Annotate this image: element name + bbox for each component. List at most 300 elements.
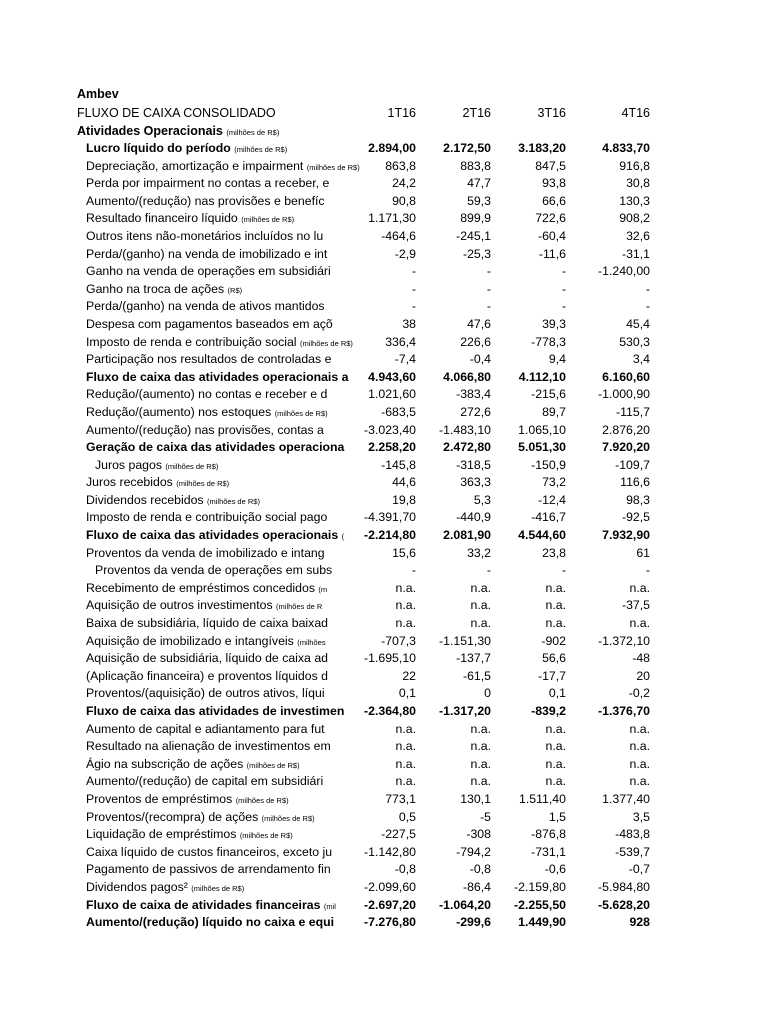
cell-value: -5 bbox=[480, 809, 491, 824]
cell-value: 226,6 bbox=[460, 334, 491, 349]
row-label bbox=[86, 404, 340, 423]
cell-value: 44,6 bbox=[392, 475, 416, 490]
cell-value: -92,5 bbox=[621, 510, 650, 525]
cell-value: 1,5 bbox=[548, 809, 566, 824]
row-label bbox=[86, 246, 340, 265]
cell-value: n.a. bbox=[545, 774, 566, 789]
cell-value: -2.697,20 bbox=[364, 897, 416, 912]
cell-value: - bbox=[645, 563, 650, 578]
table-row bbox=[0, 246, 768, 264]
cell-value: n.a. bbox=[545, 616, 566, 631]
cell-value: -86,4 bbox=[462, 879, 491, 894]
cell-value: -37,5 bbox=[621, 598, 650, 613]
cell-value: -308 bbox=[466, 827, 491, 842]
cell-value: -731,1 bbox=[531, 844, 566, 859]
row-label-text: Fluxo de caixa das atividades operacionais a bbox=[86, 369, 349, 384]
cell-value: -440,9 bbox=[456, 510, 491, 525]
cell-value: 59,3 bbox=[467, 193, 491, 208]
cell-value: - bbox=[486, 281, 491, 296]
cell-value: n.a. bbox=[629, 580, 650, 595]
cell-value: n.a. bbox=[545, 598, 566, 613]
cell-value: 20 bbox=[636, 668, 650, 683]
cell-value: n.a. bbox=[545, 739, 566, 754]
cell-value: n.a. bbox=[470, 739, 491, 754]
table-row bbox=[0, 545, 768, 563]
cell-value: - bbox=[561, 281, 566, 296]
cell-value: 30,8 bbox=[626, 176, 650, 191]
cell-value: 1.511,40 bbox=[519, 791, 566, 806]
row-label bbox=[86, 527, 345, 546]
row-label-text: Resultado financeiro líquido bbox=[86, 211, 238, 226]
row-label-text: Proventos/(recompra) de ações bbox=[86, 809, 259, 824]
cell-value: - bbox=[486, 299, 491, 314]
period-header: 4T16 bbox=[621, 106, 650, 120]
row-label-text: Perda por impairment no contas a receber, e bbox=[86, 176, 330, 191]
cell-value: 272,6 bbox=[460, 404, 491, 419]
cell-value: 908,2 bbox=[619, 211, 650, 226]
cell-value: -60,4 bbox=[537, 228, 566, 243]
cell-value: - bbox=[561, 299, 566, 314]
row-label bbox=[95, 457, 340, 476]
row-label-text: Aquisição de subsidiária, líquido de caixa ad bbox=[86, 651, 328, 666]
cell-value: n.a. bbox=[395, 739, 416, 754]
table-row bbox=[0, 457, 768, 475]
table-row bbox=[0, 738, 768, 756]
table-row bbox=[0, 158, 768, 176]
row-label-text: Perda/(ganho) na venda de imobilizado e int bbox=[86, 246, 328, 261]
row-label-text: Liquidação de empréstimos bbox=[86, 827, 237, 842]
cell-value: 773,1 bbox=[385, 791, 416, 806]
row-label-text: Lucro líquido do período bbox=[86, 141, 231, 155]
table-row bbox=[0, 474, 768, 492]
row-label-text: Ágio na subscrição de ações bbox=[86, 756, 244, 771]
cell-value: 916,8 bbox=[619, 158, 650, 173]
cell-value: - bbox=[411, 563, 416, 578]
table-row bbox=[0, 791, 768, 809]
table-row bbox=[0, 879, 768, 897]
cell-value: -12,4 bbox=[537, 492, 566, 507]
row-label-text: Geração de caixa das atividades operaciona bbox=[86, 440, 345, 455]
cell-value: n.a. bbox=[629, 774, 650, 789]
cell-value: -1.240,00 bbox=[598, 264, 650, 279]
table-row bbox=[0, 386, 768, 404]
row-label bbox=[86, 703, 345, 722]
cell-value: n.a. bbox=[629, 739, 650, 754]
table-row bbox=[0, 492, 768, 510]
cell-value: 22 bbox=[402, 668, 416, 683]
cell-value: -318,5 bbox=[456, 457, 491, 472]
cell-value: -11,6 bbox=[538, 246, 566, 261]
cell-value: 4.066,80 bbox=[443, 369, 491, 384]
cell-value: n.a. bbox=[395, 580, 416, 595]
row-label-text: Aumento de capital e adiantamento para fut bbox=[86, 721, 325, 736]
row-unit: (R$) bbox=[227, 285, 243, 295]
cell-value: 38 bbox=[402, 316, 416, 331]
cell-value: -464,6 bbox=[381, 228, 416, 243]
cell-value: -7.276,80 bbox=[364, 915, 416, 930]
cell-value: - bbox=[561, 264, 566, 279]
table-row bbox=[0, 809, 768, 827]
cell-value: -115,7 bbox=[616, 404, 650, 419]
cell-value: -1.483,10 bbox=[439, 422, 491, 437]
table-row bbox=[0, 193, 768, 211]
row-label bbox=[86, 650, 340, 669]
cell-value: -25,3 bbox=[462, 246, 491, 261]
table-row bbox=[0, 861, 768, 879]
row-label bbox=[86, 334, 353, 353]
cell-value: 98,3 bbox=[626, 492, 650, 507]
row-label-text: Outros itens não-monetários incluídos no lu bbox=[86, 228, 324, 243]
row-label-text: Redução/(aumento) no contas e receber e d bbox=[86, 387, 328, 402]
cell-value: n.a. bbox=[545, 756, 566, 771]
row-label bbox=[86, 844, 340, 863]
section-label: Atividades Operacionais bbox=[77, 124, 223, 138]
cell-value: 722,6 bbox=[535, 211, 566, 226]
cell-value: -7,4 bbox=[394, 352, 416, 367]
cell-value: -2.214,80 bbox=[364, 528, 416, 543]
cell-value: -1.317,20 bbox=[439, 704, 491, 718]
cell-value: 130,3 bbox=[619, 193, 650, 208]
cell-value: 47,7 bbox=[467, 176, 491, 191]
row-unit: (milhões de R$) bbox=[306, 162, 360, 172]
row-label-text: Fluxo de caixa de atividades financeiras bbox=[86, 897, 321, 912]
cell-value: 2.472,80 bbox=[443, 440, 491, 455]
cell-value: n.a. bbox=[629, 616, 650, 631]
cell-value: n.a. bbox=[629, 756, 650, 771]
cell-value: 4.943,60 bbox=[368, 369, 416, 384]
row-label bbox=[86, 914, 340, 933]
table-row bbox=[0, 650, 768, 668]
cell-value: -483,8 bbox=[615, 827, 650, 842]
cell-value: 56,6 bbox=[542, 651, 566, 666]
row-label-text: Fluxo de caixa das atividades operacionais bbox=[86, 528, 339, 543]
row-label-text: Juros pagos bbox=[95, 457, 162, 472]
cell-value: 4.112,10 bbox=[518, 369, 566, 384]
row-label-text: Despesa com pagamentos baseados em açõ bbox=[86, 316, 333, 331]
row-label bbox=[86, 826, 340, 845]
table-row bbox=[0, 509, 768, 527]
table-row bbox=[0, 404, 768, 422]
row-label bbox=[86, 175, 340, 194]
table-row bbox=[0, 597, 768, 615]
row-label bbox=[86, 369, 349, 388]
table-header bbox=[77, 104, 650, 122]
row-label-text: Proventos de empréstimos bbox=[86, 791, 233, 806]
cell-value: 530,3 bbox=[619, 334, 650, 349]
row-label-text: Imposto de renda e contribuição social pago bbox=[86, 510, 328, 525]
cell-value: 32,6 bbox=[626, 228, 650, 243]
row-label-text: Aumento/(redução) de capital em subsidiári bbox=[86, 774, 324, 789]
cell-value: -1.151,30 bbox=[439, 633, 491, 648]
table-row bbox=[0, 914, 768, 932]
row-label bbox=[86, 439, 345, 458]
row-unit: (milhões de R$) bbox=[274, 408, 328, 418]
row-label bbox=[86, 773, 340, 792]
row-label bbox=[86, 685, 340, 704]
row-label bbox=[86, 756, 340, 775]
cell-value: -1.372,10 bbox=[598, 633, 650, 648]
section-heading bbox=[77, 122, 279, 142]
row-label-text: Aumento/(redução) nas provisões e benefíc bbox=[86, 193, 325, 208]
cell-value: -31,1 bbox=[621, 246, 650, 261]
cell-value: 39,3 bbox=[542, 316, 566, 331]
cell-value: -839,2 bbox=[531, 704, 566, 718]
cell-value: - bbox=[486, 563, 491, 578]
cell-value: 0,1 bbox=[398, 686, 416, 701]
row-label bbox=[86, 615, 340, 634]
cell-value: -0,4 bbox=[469, 352, 491, 367]
row-label-text: Juros recebidos bbox=[86, 475, 173, 490]
cell-value: 2.172,50 bbox=[443, 141, 491, 155]
cell-value: -48 bbox=[632, 651, 650, 666]
cell-value: - bbox=[411, 299, 416, 314]
table-body bbox=[0, 140, 768, 932]
table-row bbox=[0, 369, 768, 387]
cell-value: -299,6 bbox=[456, 915, 491, 930]
row-unit: (milhões de R bbox=[276, 602, 323, 612]
cell-value: 1.021,60 bbox=[368, 387, 416, 402]
row-unit: (milhões de R$) bbox=[299, 338, 353, 348]
cell-value: -2.255,50 bbox=[514, 897, 566, 912]
cell-value: 1.449,90 bbox=[518, 915, 566, 930]
cell-value: n.a. bbox=[470, 580, 491, 595]
cell-value: -1.064,20 bbox=[439, 897, 491, 912]
cell-value: 2.894,00 bbox=[368, 141, 416, 155]
table-row bbox=[0, 351, 768, 369]
table-row bbox=[0, 439, 768, 457]
row-label bbox=[86, 897, 340, 916]
cell-value: 7.932,90 bbox=[602, 528, 650, 543]
row-label bbox=[86, 580, 340, 599]
cell-value: -5.628,20 bbox=[598, 897, 650, 912]
row-label bbox=[86, 351, 340, 370]
row-label-text: Dividendos recebidos bbox=[86, 492, 204, 507]
cell-value: 1.065,10 bbox=[518, 422, 566, 437]
table-row bbox=[0, 615, 768, 633]
cell-value: 3,5 bbox=[632, 809, 650, 824]
cell-value: -794,2 bbox=[456, 844, 491, 859]
row-label-text: Proventos/(aquisição) de outros ativos, líqui bbox=[86, 686, 325, 701]
cell-value: -0,8 bbox=[469, 862, 491, 877]
cell-value: -539,7 bbox=[615, 844, 650, 859]
row-label bbox=[86, 158, 360, 177]
cell-value: 863,8 bbox=[385, 158, 416, 173]
cell-value: 1.171,30 bbox=[368, 211, 416, 226]
cell-value: 1.377,40 bbox=[602, 791, 650, 806]
row-label-text: Pagamento de passivos de arrendamento fin bbox=[86, 862, 331, 877]
cell-value: -61,5 bbox=[462, 668, 491, 683]
cell-value: -2.364,80 bbox=[364, 704, 416, 718]
cell-value: 7.920,20 bbox=[602, 440, 650, 455]
cell-value: 23,8 bbox=[542, 545, 566, 560]
cell-value: - bbox=[645, 281, 650, 296]
row-label-text: Aumento/(redução) líquido no caixa e equi bbox=[86, 915, 335, 930]
row-unit: (m bbox=[318, 584, 328, 594]
cell-value: 2.081,90 bbox=[443, 528, 491, 543]
row-label bbox=[86, 861, 340, 880]
cell-value: n.a. bbox=[545, 721, 566, 736]
cell-value: 24,2 bbox=[392, 176, 416, 191]
cell-value: n.a. bbox=[395, 616, 416, 631]
cell-value: -778,3 bbox=[531, 334, 566, 349]
table-row bbox=[0, 422, 768, 440]
table-row bbox=[0, 826, 768, 844]
cell-value: 883,8 bbox=[460, 158, 491, 173]
cell-value: -0,2 bbox=[628, 686, 650, 701]
cell-value: 4.833,70 bbox=[602, 141, 650, 155]
cell-value: 3,4 bbox=[632, 352, 650, 367]
cell-value: n.a. bbox=[395, 598, 416, 613]
table-row bbox=[0, 721, 768, 739]
row-label bbox=[86, 316, 340, 335]
row-label bbox=[86, 228, 340, 247]
table-row bbox=[0, 281, 768, 299]
table-row bbox=[0, 334, 768, 352]
cell-value: n.a. bbox=[470, 598, 491, 613]
cell-value: -137,7 bbox=[456, 651, 491, 666]
table-row bbox=[0, 527, 768, 545]
cell-value: -876,8 bbox=[531, 827, 566, 842]
row-label-text: Dividendos pagos² bbox=[86, 879, 188, 894]
table-row bbox=[0, 703, 768, 721]
row-unit: (milhões de R$) bbox=[165, 461, 219, 471]
table-row bbox=[0, 668, 768, 686]
cell-value: -707,3 bbox=[381, 633, 416, 648]
row-label bbox=[86, 422, 340, 441]
cell-value: -150,9 bbox=[531, 457, 566, 472]
period-header: 1T16 bbox=[387, 106, 416, 120]
cell-value: n.a. bbox=[470, 774, 491, 789]
cell-value: -383,4 bbox=[456, 387, 491, 402]
row-label bbox=[86, 791, 340, 810]
cell-value: - bbox=[645, 299, 650, 314]
row-label bbox=[86, 193, 340, 212]
cell-value: 0 bbox=[484, 686, 491, 701]
cell-value: 116,6 bbox=[620, 475, 650, 490]
row-label-text: (Aplicação financeira) e proventos líquidos d bbox=[86, 668, 328, 683]
row-label-text: Aquisição de outros investimentos bbox=[86, 598, 273, 613]
cell-value: -1.142,80 bbox=[364, 844, 416, 859]
cell-value: 2.258,20 bbox=[368, 440, 416, 455]
row-label bbox=[86, 140, 340, 159]
row-label-text: Redução/(aumento) nos estoques bbox=[86, 404, 272, 419]
cell-value: 336,4 bbox=[385, 334, 416, 349]
cell-value: 847,5 bbox=[535, 158, 566, 173]
cell-value: n.a. bbox=[545, 580, 566, 595]
cell-value: -0,8 bbox=[394, 862, 416, 877]
table-row bbox=[0, 175, 768, 193]
cell-value: 19,8 bbox=[392, 492, 416, 507]
cell-value: 5.051,30 bbox=[518, 440, 566, 455]
section-unit: (milhões de R$) bbox=[226, 128, 280, 137]
cell-value: n.a. bbox=[470, 756, 491, 771]
cell-value: 928 bbox=[629, 915, 650, 930]
cell-value: 66,6 bbox=[542, 193, 566, 208]
row-label-text: Recebimento de empréstimos concedidos bbox=[86, 580, 315, 595]
row-label-text: Perda/(ganho) na venda de ativos mantidos bbox=[86, 299, 325, 314]
row-label-text: Fluxo de caixa das atividades de investimen bbox=[86, 704, 345, 718]
cell-value: -2.099,60 bbox=[364, 879, 416, 894]
cell-value: -245,1 bbox=[456, 228, 491, 243]
cell-value: 15,6 bbox=[392, 545, 416, 560]
cell-value: -3.023,40 bbox=[364, 422, 416, 437]
cell-value: - bbox=[411, 281, 416, 296]
cell-value: 0,5 bbox=[398, 809, 416, 824]
row-label-text: Depreciação, amortização e impairment bbox=[86, 158, 304, 173]
cell-value: 4.544,60 bbox=[518, 528, 566, 543]
cell-value: - bbox=[411, 264, 416, 279]
table-title: FLUXO DE CAIXA CONSOLIDADO bbox=[77, 106, 276, 120]
row-unit: (milhões de R$) bbox=[246, 760, 300, 770]
row-unit: (milhões de R$) bbox=[235, 795, 289, 805]
row-label bbox=[86, 281, 340, 300]
row-label bbox=[95, 562, 340, 581]
cell-value: n.a. bbox=[629, 721, 650, 736]
cell-value: 2.876,20 bbox=[602, 422, 650, 437]
cell-value: -215,6 bbox=[531, 387, 566, 402]
row-label bbox=[86, 509, 340, 528]
row-label-text: Proventos da venda de imobilizado e intang bbox=[86, 545, 325, 560]
row-label bbox=[86, 809, 340, 828]
cell-value: 9,4 bbox=[548, 352, 566, 367]
cell-value: -4.391,70 bbox=[364, 510, 416, 525]
cell-value: 61 bbox=[636, 545, 650, 560]
row-label-text: Caixa líquido de custos financeiros, exceto ju bbox=[86, 844, 333, 859]
row-label bbox=[86, 738, 340, 757]
table-row bbox=[0, 298, 768, 316]
row-label-text: Imposto de renda e contribuição social bbox=[86, 334, 297, 349]
row-label bbox=[86, 263, 340, 282]
cell-value: 89,7 bbox=[542, 404, 566, 419]
cell-value: 90,8 bbox=[392, 193, 416, 208]
cell-value: 93,8 bbox=[542, 176, 566, 191]
cell-value: -416,7 bbox=[531, 510, 566, 525]
table-row bbox=[0, 633, 768, 651]
cell-value: n.a. bbox=[395, 721, 416, 736]
row-unit: (milhões de R$) bbox=[234, 145, 288, 154]
cell-value: -17,7 bbox=[537, 668, 566, 683]
cell-value: -902 bbox=[541, 633, 566, 648]
cell-value: 73,2 bbox=[542, 475, 566, 490]
row-label bbox=[86, 298, 340, 317]
cell-value: -1.376,70 bbox=[598, 704, 650, 718]
row-unit: (milhões bbox=[297, 637, 326, 647]
cell-value: -227,5 bbox=[381, 827, 416, 842]
row-label bbox=[86, 668, 340, 687]
cell-value: 33,2 bbox=[467, 545, 491, 560]
row-unit: (milhões de R$) bbox=[207, 496, 260, 506]
table-row bbox=[0, 263, 768, 281]
cell-value: - bbox=[486, 264, 491, 279]
row-label-text: Aumento/(redução) nas provisões, contas a bbox=[86, 422, 324, 437]
cell-value: 47,6 bbox=[467, 316, 491, 331]
row-unit: (mil bbox=[323, 901, 336, 911]
cell-value: -683,5 bbox=[381, 404, 416, 419]
row-label-text: Ganho na venda de operações em subsidiári bbox=[86, 264, 331, 279]
row-label bbox=[86, 492, 340, 511]
table-row bbox=[0, 580, 768, 598]
table-row bbox=[0, 685, 768, 703]
row-label bbox=[86, 633, 340, 652]
row-unit: (milhões de R$) bbox=[239, 831, 293, 841]
period-header: 2T16 bbox=[462, 106, 491, 120]
table-row bbox=[0, 562, 768, 580]
row-label-text: Participação nos resultados de controladas e bbox=[86, 352, 332, 367]
row-unit: ( bbox=[341, 532, 345, 542]
cell-value: n.a. bbox=[470, 616, 491, 631]
cell-value: n.a. bbox=[395, 756, 416, 771]
table-row bbox=[0, 844, 768, 862]
